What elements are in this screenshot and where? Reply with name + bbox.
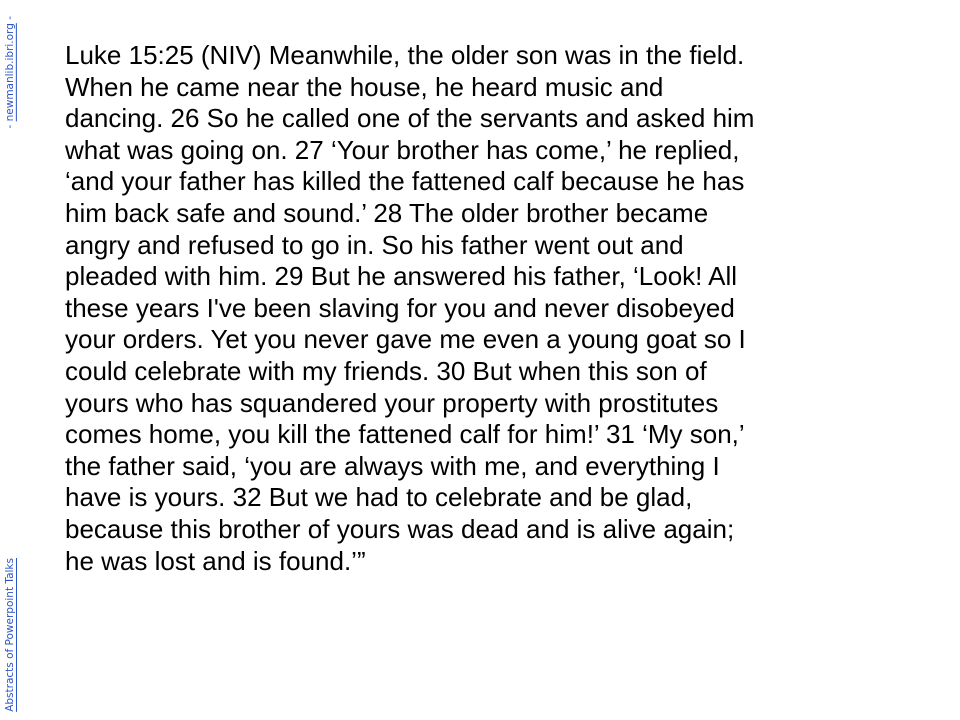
passage-line: he was lost and is found.’” [65,545,366,576]
passage-line: ‘and your father has killed the fattened calf because he has [65,166,745,197]
passage-line: your orders. Yet you never gave me even a young goat so I [65,324,746,355]
passage-line: angry and refused to go in. So his father went out and [65,229,684,260]
site-link[interactable]: newmanlib.ibri.org [4,23,16,122]
site-link-group [3,16,17,129]
abstracts-link[interactable]: Abstracts of Powerpoint Talks [4,558,16,712]
site-prefix: - [4,121,16,129]
passage-line: When he came near the house, he heard music and [65,71,664,102]
scripture-passage [65,40,927,577]
passage-line: yours who has squandered your property with prostitutes [65,387,719,418]
passage-line: these years I've been slaving for you and never disobeyed [65,292,735,323]
site-suffix: - [4,16,16,24]
side-links [0,0,22,720]
passage-line: have is yours. 32 But we had to celebrate and be glad, [65,482,693,513]
passage-line: because this brother of yours was dead and is alive again; [65,513,735,544]
passage-line: pleaded with him. 29 But he answered his father, ‘Look! All [65,261,738,292]
passage-line: dancing. 26 So he called one of the servants and asked him [65,103,755,134]
passage-line: what was going on. 27 ‘Your brother has come,’ he replied, [65,134,740,165]
passage-line: could celebrate with my friends. 30 But when this son of [65,355,707,386]
passage-line: him back safe and sound.’ 28 The older brother became [65,197,709,228]
passage-line: the father said, ‘you are always with me, and everything I [65,450,720,481]
passage-line: Luke 15:25 (NIV) Meanwhile, the older son was in the field. [65,40,745,70]
passage-line: comes home, you kill the fattened calf for him!’ 31 ‘My son,’ [65,419,745,450]
